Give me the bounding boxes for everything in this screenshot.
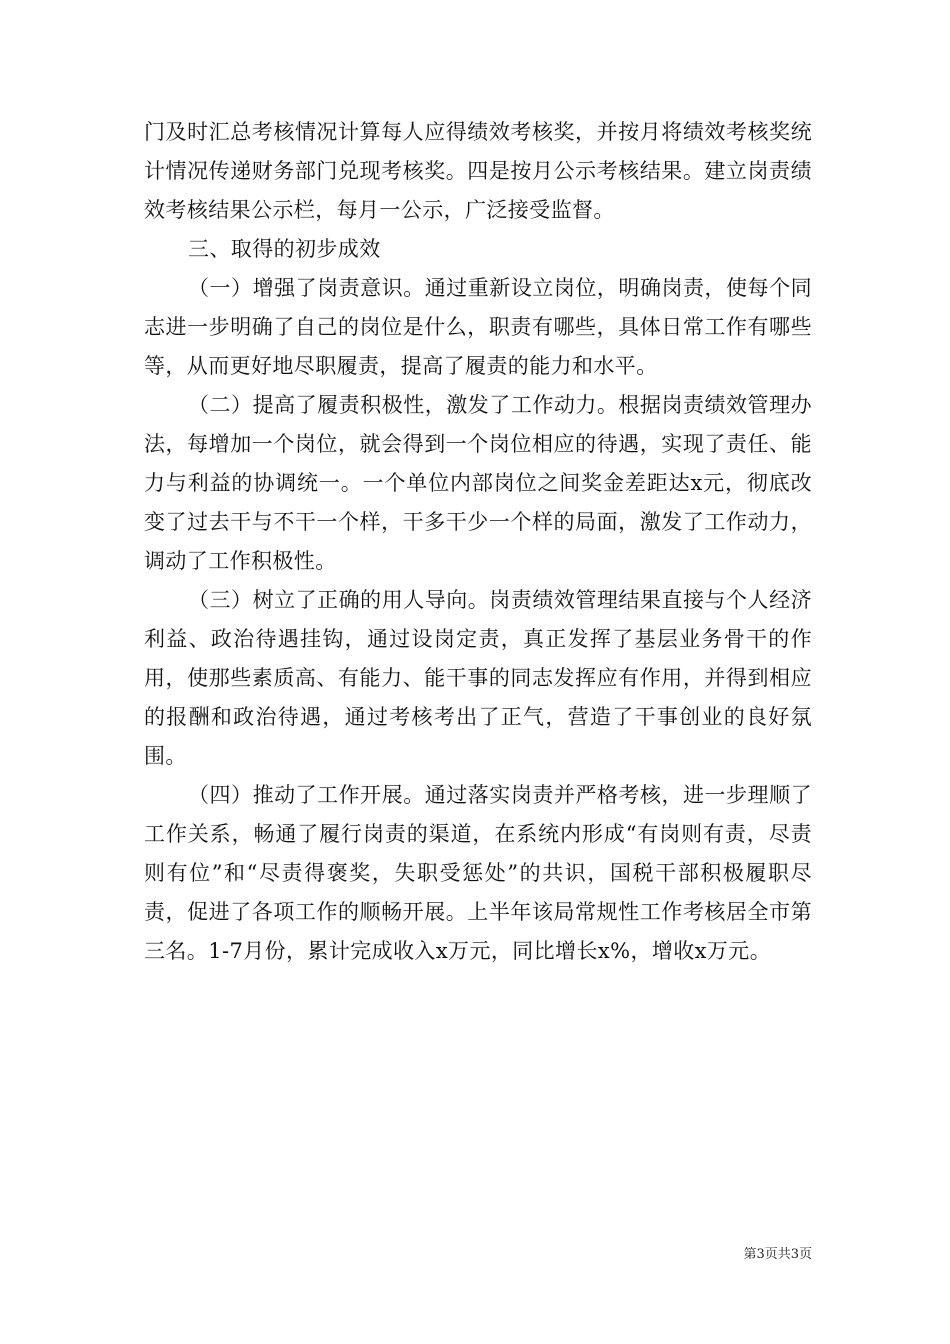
paragraph-item-2: （二）提高了履责积极性，激发了工作动力。根据岗责绩效管理办法，每增加一个岗位，就会得到一个岗位相应的待遇，实现了责任、能力与利益的协调统一。一个单位内部岗位之间奖金差距达x元，彻底改变了过去干与不干一个样，干多干少一个样的局面，激发了工作动力，调动了工作积极性。	[144, 393, 812, 573]
paragraph-continuation: 门及时汇总考核情况计算每人应得绩效考核奖，并按月将绩效考核奖统计情况传递财务部门兑现考核奖。四是按月公示考核结果。建立岗责绩效考核结果公示栏，每月一公示，广泛接受监督。	[144, 120, 812, 222]
section-heading: 三、取得的初步成效	[188, 237, 381, 261]
paragraph-item-3: （三）树立了正确的用人导向。岗责绩效管理结果直接与个人经济利益、政治待遇挂钩，通过设岗定责，真正发挥了基层业务骨干的作用，使那些素质高、有能力、能干事的同志发挥应有作用，并得到相应的报酬和政治待遇，通过考核考出了正气，营造了干事创业的良好氛围。	[144, 588, 812, 768]
paragraph-item-1: （一）增强了岗责意识。通过重新设立岗位，明确岗责，使每个同志进一步明确了自己的岗位是什么，职责有哪些，具体日常工作有哪些等，从而更好地尽职履责，提高了履责的能力和水平。	[144, 276, 812, 378]
document-body	[144, 113, 812, 971]
paragraph-item-4: （四）推动了工作开展。通过落实岗责并严格考核，进一步理顺了工作关系，畅通了履行岗责的渠道，在系统内形成“有岗则有责，尽责则有位”和“尽责得褒奖，失职受惩处”的共识，国税干部积极履职尽责，促进了各项工作的顺畅开展。上半年该局常规性工作考核居全市第三名。1-7月份，累计完成收入x万元，同比增长x%，增收x万元。	[144, 783, 812, 963]
page-number-footer: 第3页共3页	[743, 1247, 812, 1262]
